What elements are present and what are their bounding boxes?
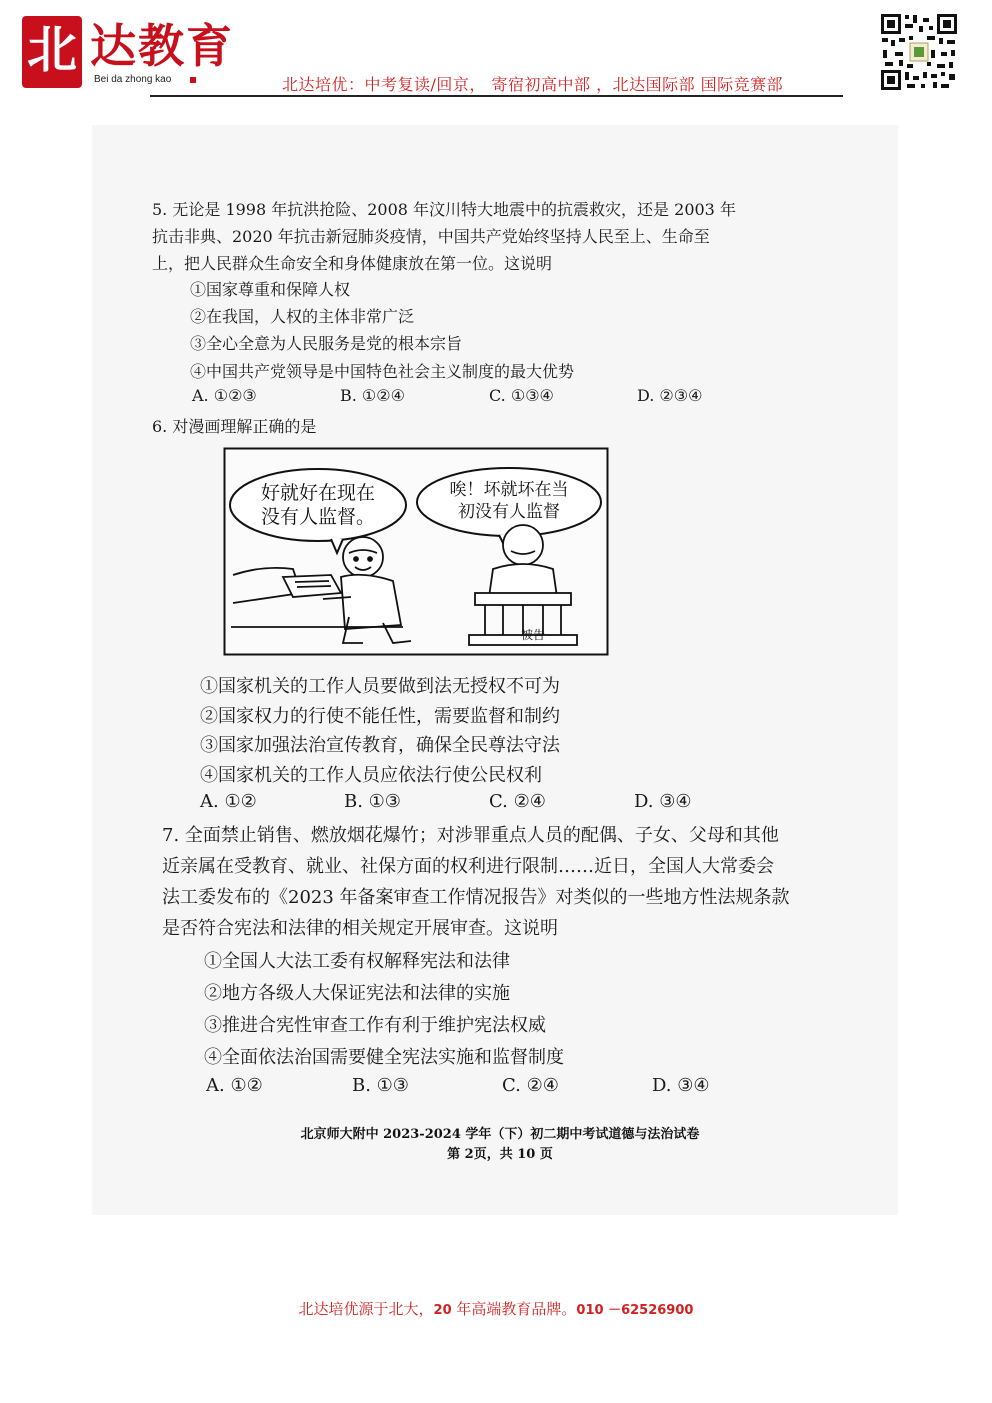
q7-option-1: ①全国人大法工委有权解释宪法和法律 [204,951,510,972]
q7-answer-a: A. ①② [206,1075,263,1096]
q5-option-3: ③全心全意为人民服务是党的根本宗旨 [190,334,463,353]
q7-stem-line-3: 法工委发布的《2023 年备案审查工作情况报告》对类似的一些地方性法规条款 [162,887,790,908]
q5-stem-line-1: 5. 无论是 1998 年抗洪抢险、2008 年汶川特大地震中的抗震救灾，还是 2003 年 [152,200,736,219]
logo-dot [190,77,196,83]
logo-char: 北 [27,20,77,79]
q7-option-2: ②地方各级人大保证宪法和法律的实施 [204,983,510,1004]
q5-answer-c: C. ①③④ [489,386,554,405]
comic-bubble-left-line-2: 没有人监督。 [260,506,376,528]
comic-bubble-right-line-2: 初没有人监督 [458,502,560,522]
logo-subtitle: Bei da zhong kao [94,74,172,85]
q7-stem-line-2: 近亲属在受教育、就业、社保方面的权利进行限制……近日，全国人大常委会 [162,856,774,877]
bottom-ad-text-2: 年高端教育品牌。 [451,1300,577,1318]
bottom-ad-phone: 010 －62526900 [576,1303,694,1318]
logo-name: 达教育 [90,19,234,73]
comic-defendant-label: 被告 [520,628,546,642]
comic-illustration [223,447,609,656]
bottom-ad-text: 北达培优源于北大， [298,1300,434,1318]
comic-bubble-right-line-1: 唉！坏就坏在当 [449,480,569,500]
q6-option-4: ④国家机关的工作人员应依法行使公民权利 [200,765,542,786]
header-rule [150,95,843,97]
q5-stem-line-3: 上，把人民群众生命安全和身体健康放在第一位。这说明 [152,254,553,273]
comic-bubble-left [230,469,406,541]
q6-option-2: ②国家权力的行使不能任性，需要监督和制约 [200,706,560,727]
q6-answer-b: B. ①③ [344,791,401,812]
q6-stem: 6. 对漫画理解正确的是 [152,417,317,436]
q5-answer-a: A. ①②③ [192,386,257,405]
bottom-advertisement [100,1298,892,1319]
q5-stem-line-2: 抗击非典、2020 年抗击新冠肺炎疫情，中国共产党始终坚持人民至上、生命至 [152,227,710,246]
comic-bubble-left-line-1: 好就好在现在 [260,482,376,504]
page-number: 第 2页，共 10 页 [447,1147,553,1162]
q7-option-3: ③推进合宪性审查工作有利于维护宪法权威 [204,1015,546,1036]
q5-option-1: ①国家尊重和保障人权 [190,280,351,299]
q5-answer-d: D. ②③④ [637,386,703,405]
q5-answer-b: B. ①②④ [340,386,405,405]
bottom-ad-years: 20 [433,1303,452,1318]
q7-option-4: ④全面依法治国需要健全宪法实施和监督制度 [204,1047,564,1068]
q6-answer-a: A. ①② [200,791,257,812]
q7-stem-line-4: 是否符合宪法和法律的相关规定开展审查。这说明 [162,918,558,939]
q5-option-4: ④中国共产党领导是中国特色社会主义制度的最大优势 [190,362,575,381]
q7-answer-c: C. ②④ [502,1075,559,1096]
q7-stem-line-1: 7. 全面禁止销售、燃放烟花爆竹；对涉罪重点人员的配偶、子女、父母和其他 [162,825,779,846]
q6-answer-d: D. ③④ [634,791,692,812]
header-tagline: 北达培优：中考复读/回京， 寄宿初高中部 ，北达国际部 国际竞赛部 [282,75,784,94]
q6-answer-c: C. ②④ [489,791,546,812]
q5-option-2: ②在我国，人权的主体非常广泛 [190,307,415,326]
q6-option-3: ③国家加强法治宣传教育，确保全民尊法守法 [200,735,560,756]
q6-option-1: ①国家机关的工作人员要做到法无授权不可为 [200,676,560,697]
qr-code-icon [879,12,959,92]
exam-title: 北京师大附中 2023-2024 学年（下）初二期中考试道德与法治试卷 [300,1127,700,1142]
q7-answer-d: D. ③④ [652,1075,710,1096]
q7-answer-b: B. ①③ [352,1075,409,1096]
